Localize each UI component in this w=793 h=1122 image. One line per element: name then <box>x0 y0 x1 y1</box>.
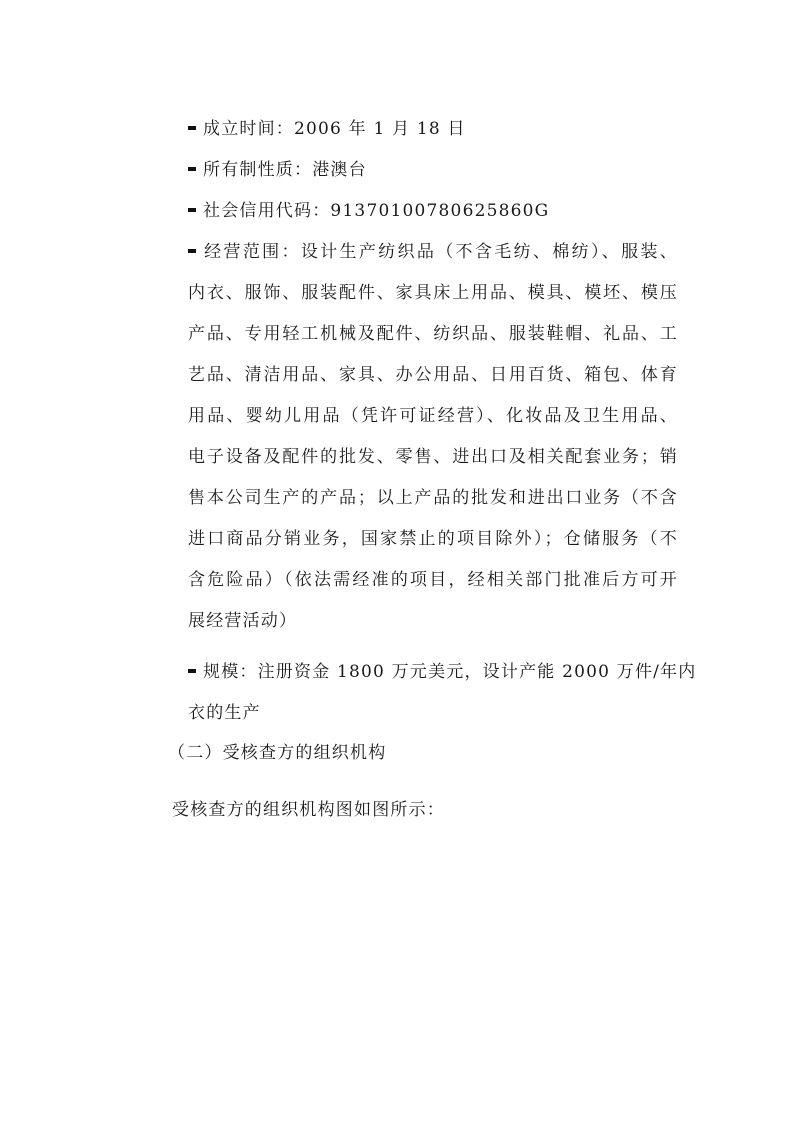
scope-line-2: 内衣、服饰、服装配件、家具床上用品、模具、模坯、模压 <box>188 283 678 303</box>
bullet-scale <box>188 652 697 734</box>
scope-line-4: 艺品、清洁用品、家具、办公用品、日用百货、箱包、体育 <box>188 365 678 385</box>
scope-line-1: 经营范围：设计生产纺织品（不含毛纺、棉纺）、服装、 <box>203 242 678 262</box>
bullet-business-scope <box>188 232 678 642</box>
scale-line-2: 衣的生产 <box>188 703 261 723</box>
bullet-text: 社会信用代码：91370100780625860G <box>203 201 550 221</box>
scale-line-1: 规模：注册资金 1800 万元美元，设计产能 2000 万件/年内 <box>203 662 697 682</box>
intro-paragraph: 受核查方的组织机构图如图所示： <box>172 800 445 820</box>
scope-line-6: 电子设备及配件的批发、零售、进出口及相关配套业务；销 <box>188 447 678 467</box>
scope-line-3: 产品、专用轻工机械及配件、纺织品、服装鞋帽、礼品、工 <box>188 324 678 344</box>
bullet-dash-icon <box>188 208 196 212</box>
bullet-dash-icon <box>188 249 196 253</box>
scope-line-10: 展经营活动） <box>188 611 298 631</box>
bullet-dash-icon <box>188 167 196 171</box>
scope-line-9: 含危险品）（依法需经准的项目，经相关部门批准后方可开 <box>188 570 678 590</box>
bullet-ownership <box>188 150 678 191</box>
bullet-credit-code <box>188 191 678 232</box>
section-heading: （二）受核查方的组织机构 <box>168 743 387 763</box>
bullet-dash-icon <box>188 669 196 673</box>
bullet-text: 所有制性质：港澳台 <box>203 160 367 180</box>
bullet-text: 成立时间：2006 年 1 月 18 日 <box>203 119 466 139</box>
bullet-dash-icon <box>188 126 196 130</box>
bullet-established-date <box>188 109 678 150</box>
scope-line-5: 用品、婴幼儿用品（凭许可证经营）、化妆品及卫生用品、 <box>188 406 678 426</box>
scope-line-7: 售本公司生产的产品；以上产品的批发和进出口业务（不含 <box>188 488 678 508</box>
scope-line-8: 进口商品分销业务，国家禁止的项目除外）；仓储服务（不 <box>188 529 678 549</box>
